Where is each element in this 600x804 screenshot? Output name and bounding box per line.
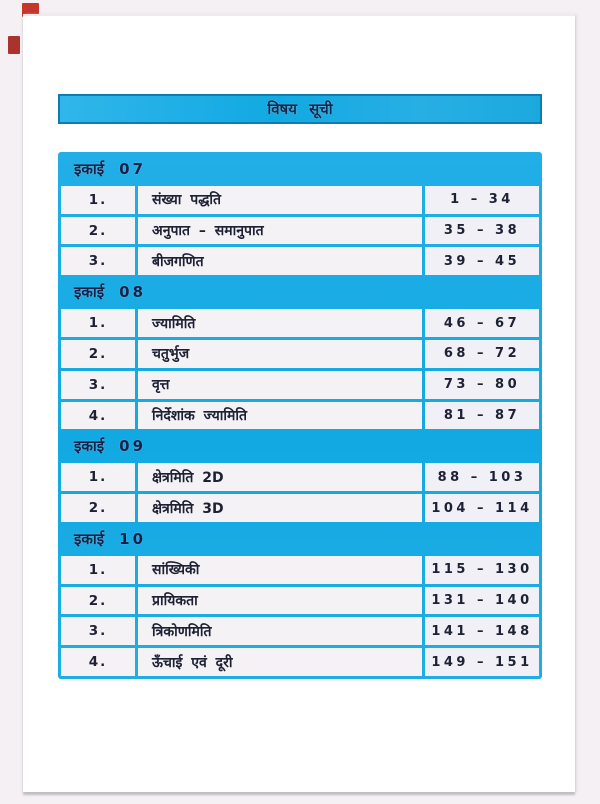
row-chapter-title: सांख्यिकी xyxy=(138,556,422,584)
row-serial: 2. xyxy=(61,587,135,615)
toc-row xyxy=(61,186,539,214)
row-serial: 2. xyxy=(61,217,135,245)
row-serial: 3. xyxy=(61,617,135,645)
section-header-unit-08 xyxy=(61,278,539,306)
row-chapter-title: वृत्त xyxy=(138,371,422,399)
row-page-range: 39 – 45 xyxy=(425,247,539,275)
toc-row xyxy=(61,217,539,245)
row-serial: 1. xyxy=(61,463,135,491)
toc-row xyxy=(61,371,539,399)
toc-row xyxy=(61,556,539,584)
row-page-range: 104 – 114 xyxy=(425,494,539,522)
section-header-unit-10 xyxy=(61,525,539,553)
row-page-range: 1 – 34 xyxy=(425,186,539,214)
section-header-unit-07 xyxy=(61,155,539,183)
toc-table xyxy=(58,152,542,679)
row-chapter-title: बीजगणित xyxy=(138,247,422,275)
toc-row xyxy=(61,617,539,645)
row-chapter-title: संख्या पद्धति xyxy=(138,186,422,214)
section-label: इकाई xyxy=(74,159,105,178)
toc-row xyxy=(61,309,539,337)
row-serial: 1. xyxy=(61,309,135,337)
row-serial: 3. xyxy=(61,371,135,399)
row-chapter-title: त्रिकोणमिति xyxy=(138,617,422,645)
row-page-range: 81 – 87 xyxy=(425,402,539,430)
row-chapter-title: क्षेत्रमिति 2D xyxy=(138,463,422,491)
scan-artifact-red-mark xyxy=(8,36,20,54)
section-header-unit-09 xyxy=(61,432,539,460)
row-chapter-title: चतुर्भुज xyxy=(138,340,422,368)
row-serial: 2. xyxy=(61,340,135,368)
toc-row xyxy=(61,494,539,522)
row-serial: 2. xyxy=(61,494,135,522)
toc-row xyxy=(61,402,539,430)
toc-row xyxy=(61,587,539,615)
row-page-range: 141 – 148 xyxy=(425,617,539,645)
toc-row xyxy=(61,648,539,676)
row-page-range: 88 – 103 xyxy=(425,463,539,491)
section-number: 10 xyxy=(119,529,147,548)
section-number: 08 xyxy=(119,283,147,302)
section-label: इकाई xyxy=(74,529,105,548)
row-chapter-title: प्रायिकता xyxy=(138,587,422,615)
section-label: इकाई xyxy=(74,283,105,302)
row-chapter-title: क्षेत्रमिति 3D xyxy=(138,494,422,522)
row-page-range: 46 – 67 xyxy=(425,309,539,337)
toc-title-banner xyxy=(58,94,542,124)
row-page-range: 68 – 72 xyxy=(425,340,539,368)
toc-row xyxy=(61,247,539,275)
section-number: 07 xyxy=(119,159,147,178)
toc-row xyxy=(61,340,539,368)
row-page-range: 131 – 140 xyxy=(425,587,539,615)
toc-row xyxy=(61,463,539,491)
row-serial: 4. xyxy=(61,402,135,430)
row-page-range: 149 – 151 xyxy=(425,648,539,676)
page-title: विषय सूची xyxy=(267,100,333,118)
row-chapter-title: अनुपात – समानुपात xyxy=(138,217,422,245)
row-serial: 4. xyxy=(61,648,135,676)
section-label: इकाई xyxy=(74,437,105,456)
row-serial: 1. xyxy=(61,186,135,214)
row-page-range: 73 – 80 xyxy=(425,371,539,399)
row-serial: 1. xyxy=(61,556,135,584)
row-chapter-title: ज्यामिति xyxy=(138,309,422,337)
row-chapter-title: निर्देशांक ज्यामिति xyxy=(138,402,422,430)
book-page xyxy=(23,14,575,792)
row-page-range: 115 – 130 xyxy=(425,556,539,584)
row-serial: 3. xyxy=(61,247,135,275)
row-chapter-title: ऊँचाई एवं दूरी xyxy=(138,648,422,676)
section-number: 09 xyxy=(119,437,147,456)
row-page-range: 35 – 38 xyxy=(425,217,539,245)
